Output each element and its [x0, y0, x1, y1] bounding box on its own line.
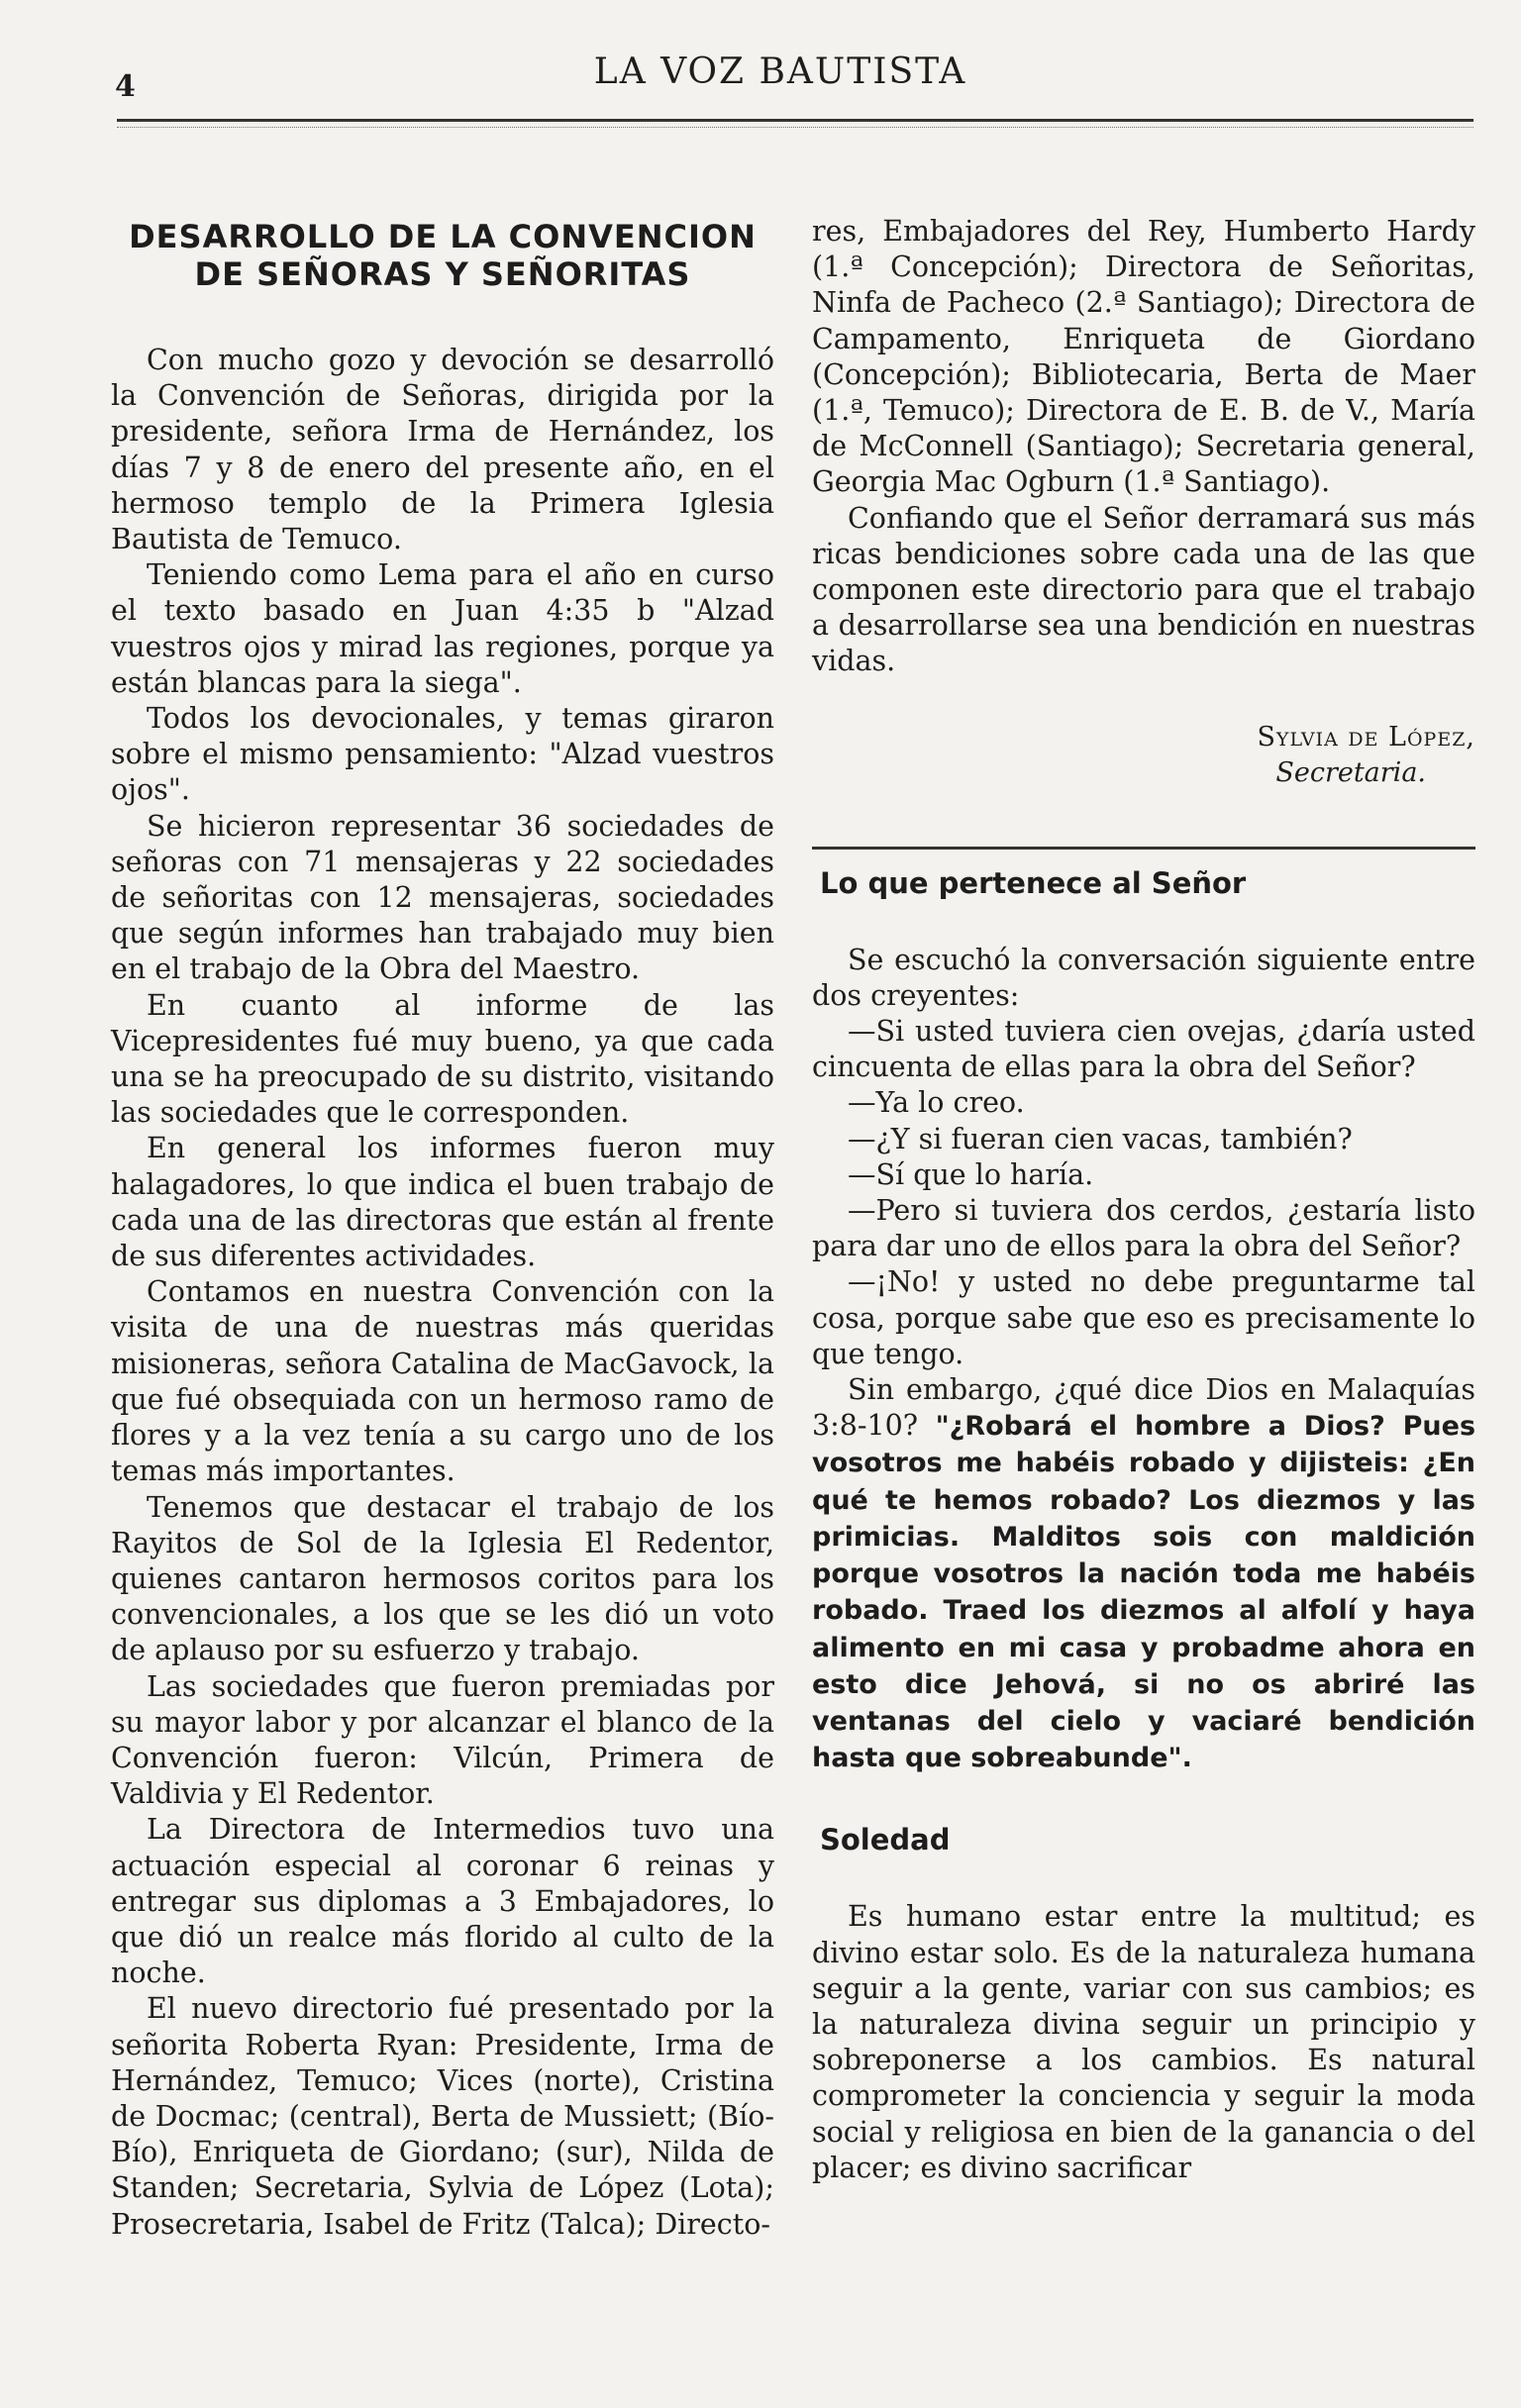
paragraph: La Directora de Intermedios tuvo una actuación especial al coronar 6 reinas y entregar sus diplomas a 3 Embajadores, lo que dió un realce más florido al culto de la noche.: [111, 1813, 774, 1990]
paragraph: Se escuchó la conversación siguiente entre dos creyentes:: [812, 943, 1475, 1012]
running-title: LA VOZ BAUTISTA: [593, 51, 967, 92]
paragraph: —Ya lo creo.: [848, 1086, 1025, 1120]
paragraph: —Pero si tuviera dos cerdos, ¿estaría listo para dar uno de ellos para la obra del Señor?: [812, 1194, 1475, 1263]
paragraph: Tenemos que destacar el trabajo de los Rayitos de Sol de la Iglesia El Redentor, quienes cantaron hermosos coritos para los convencionales, a los que se les dió un voto de aplauso por su esfuerzo y trabajo.: [111, 1490, 774, 1667]
article-title-line-1: DESARROLLO DE LA CONVENCION: [129, 218, 757, 255]
signature: [812, 720, 1475, 791]
section-title: Soledad: [820, 1823, 951, 1857]
signature-name: Sylvia de López,: [1257, 721, 1475, 752]
page-number: 4: [115, 69, 136, 104]
header-rule: [117, 119, 1473, 122]
paragraph: Las sociedades que fueron premiadas por su mayor labor y por alcanzar el blanco de la Convención fueron: Vilcún, Primera de Valdivia y El Redentor.: [111, 1669, 774, 1811]
paragraph: Se hicieron representar 36 sociedades de señoras con 71 mensajeras y 22 sociedades de señoritas con 12 mensajeras, sociedades que según informes han trabajado muy bien en el trabajo de la Obra del Maestro.: [111, 809, 774, 986]
paragraph: Todos los devocionales, y temas giraron sobre el mismo pensamiento: "Alzad vuestros ojos".: [111, 702, 774, 807]
scripture-reference: Sin embargo, ¿qué dice Dios en Malaquías 3:8-10?: [812, 1373, 1475, 1443]
paragraph-continuation: res, Embajadores del Rey, Humberto Hardy (1.ª Concepción); Directora de Señoritas, Ninfa de Pacheco (2.ª Santiago); Directora de Campamento, Enriqueta de Giordano (Concepción); Bibliotecaria, Berta de Maer (1.ª, Temuco); Directora de E. B. de V., María de McConnell (Santiago); Secretaria general, Georgia Mac Ogburn (1.ª Santiago).: [812, 215, 1475, 499]
left-column: [111, 218, 774, 2243]
signature-role: Secretaria.: [1275, 756, 1426, 788]
paragraph: —Sí que lo haría.: [848, 1157, 1094, 1191]
section-title: Lo que pertenece al Señor: [820, 865, 1247, 900]
paragraph: [812, 1372, 1475, 1776]
paragraph: El nuevo directorio fué presentado por la señorita Roberta Ryan: Presidente, Irma de Hernández, Temuco; Vices (norte), Cristina de Docmac; (central), Berta de Mussiett; (Bío-Bío), Enriqueta de Giordano; (sur), Nilda de Standen; Secretaria, Sylvia de López (Lota); Prosecretaria, Isabel de Fritz (Talca); Directo-: [111, 1992, 774, 2241]
paragraph: Confiando que el Señor derramará sus más ricas bendiciones sobre cada una de las que componen este directorio para que el trabajo a desarrollarse sea una bendición en nuestras vidas.: [812, 501, 1475, 678]
paragraph: Teniendo como Lema para el año en curso el texto basado en Juan 4:35 b "Alzad vuestros ojos y mirad las regiones, porque ya están blancas para la siega".: [111, 558, 774, 699]
right-column: [812, 214, 1475, 2186]
paragraph: Contamos en nuestra Convención con la visita de una de nuestras más queridas misioneras, señora Catalina de MacGavock, la que fué obsequiada con un hermoso ramo de flores y a la vez tenía a su cargo uno de los temas más importantes.: [111, 1275, 774, 1488]
article-title-line-2: DE SEÑORAS Y SEÑORITAS: [194, 255, 691, 293]
paragraph: —¿Y si fueran cien vacas, también?: [848, 1122, 1353, 1155]
header-rule-dotted: [117, 127, 1473, 128]
scripture-quote: "¿Robará el hombre a Dios? Pues vosotros me habéis robado y dijisteis: ¿En qué te hemos robado? Los diezmos y las primicias. Malditos sois con maldición porque vosotros la nación toda me habéis robado. Traed los diezmos al alfolí y haya alimento en mi casa y probadme ahora en esto dice Jehová, si no os abriré las ventanas del cielo y vaciaré bendición hasta que sobreabunde".: [812, 1411, 1476, 1774]
paragraph: —¡No! y usted no debe preguntarme tal cosa, porque sabe que eso es precisamente lo que tengo.: [812, 1265, 1475, 1370]
section-divider: [812, 847, 1475, 850]
paragraph: Con mucho gozo y devoción se desarrolló la Convención de Señoras, dirigida por la presidente, señora Irma de Hernández, los días 7 y 8 de enero del presente año, en el hermoso templo de la Primera Iglesia Bautista de Temuco.: [111, 344, 774, 556]
paragraph: —Si usted tuviera cien ovejas, ¿daría usted cincuenta de ellas para la obra del Señor?: [812, 1015, 1475, 1084]
paragraph: En cuanto al informe de las Vicepresidentes fué muy bueno, ya que cada una se ha preocupado de su distrito, visitando las sociedades que le corresponden.: [111, 988, 774, 1130]
article-title: [111, 218, 774, 293]
paragraph: Es humano estar entre la multitud; es divino estar solo. Es de la naturaleza humana seguir a la gente, variar con sus cambios; es la naturaleza divina seguir un principio y sobreponerse a los cambios. Es natural comprometer la conciencia y seguir la moda social y religiosa en bien de la ganancia o del placer; es divino sacrificar: [812, 1900, 1475, 2184]
paragraph: En general los informes fueron muy halagadores, lo que indica el buen trabajo de cada una de las directoras que están al frente de sus diferentes actividades.: [111, 1132, 774, 1273]
